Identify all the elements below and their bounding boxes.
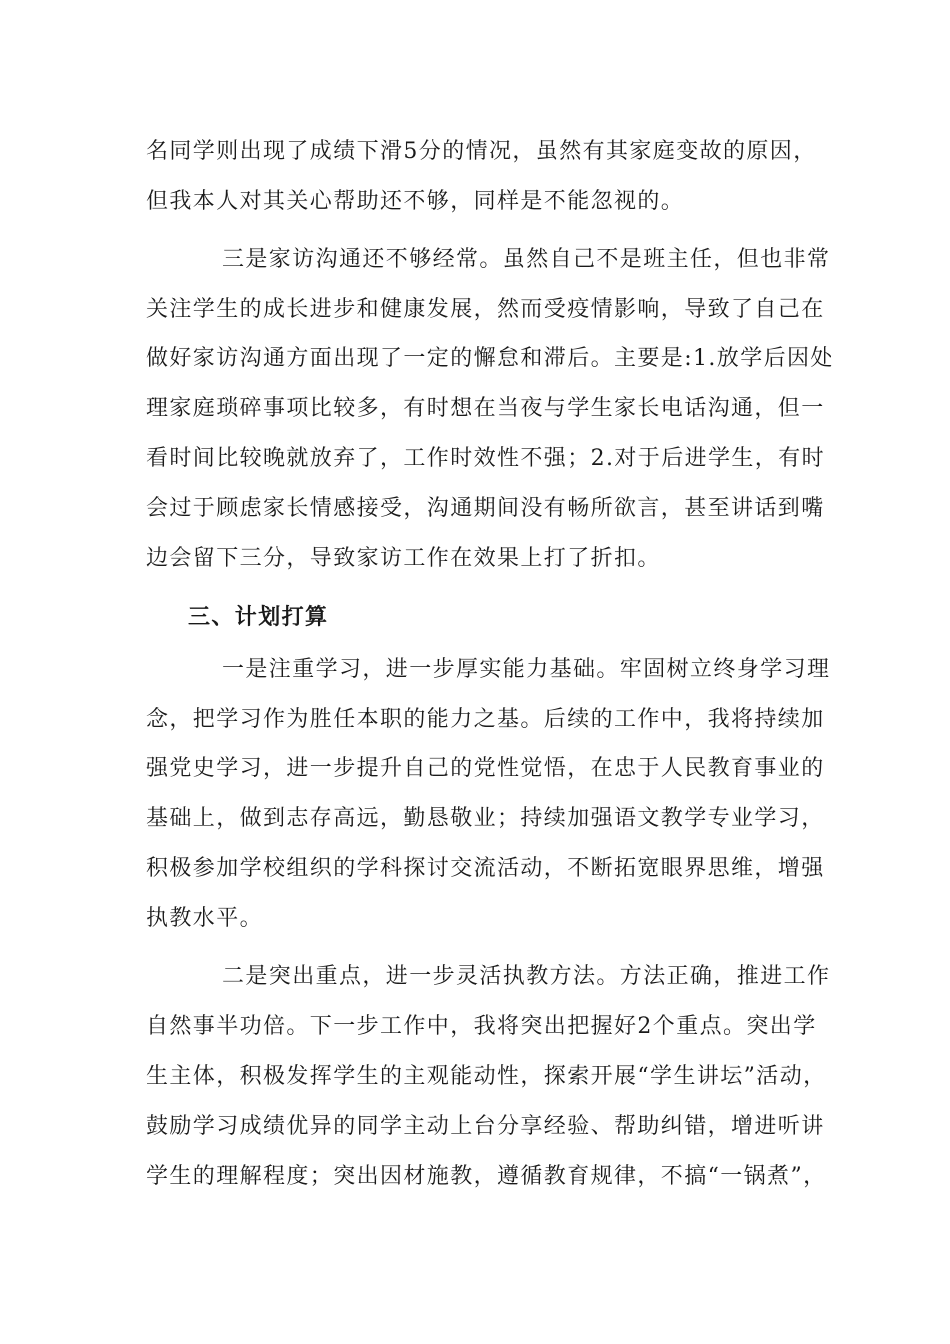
text-line: 一是注重学习，进一步厚实能力基础。牢固树立终身学习理 [222,657,831,682]
text-line: 理家庭琐碎事项比较多，有时想在当夜与学生家长电话沟通，但一 [146,396,825,421]
text-line: 三是家访沟通还不够经常。虽然自己不是班主任，但也非常 [222,247,831,272]
text-line: 会过于顾虑家长情感接受，沟通期间没有畅所欲言，甚至讲话到嘴 [146,496,825,521]
text-line: 自然事半功倍。下一步工作中，我将突出把握好2个重点。突出学 [146,1014,817,1039]
text-line: 做好家访沟通方面出现了一定的懈怠和滞后。主要是:1.放学后因处 [146,346,834,371]
text-line: 关注学生的成长进步和健康发展，然而受疫情影响，导致了自己在 [146,297,825,322]
text-line: 执教水平。 [146,906,264,931]
text-line: 积极参加学校组织的学科探讨交流活动，不断拓宽眼界思维，增强 [146,856,825,881]
text-line: 名同学则出现了成绩下滑5分的情况，虽然有其家庭变故的原因， [146,139,817,164]
text-line: 看时间比较晚就放弃了，工作时效性不强；2.对于后进学生，有时 [146,446,825,471]
text-line: 但我本人对其关心帮助还不够，同样是不能忽视的。 [146,189,685,214]
text-line: 基础上，做到志存高远，勤恳敬业；持续加强语文教学专业学习， [146,806,825,831]
text-line: 念，把学习作为胜任本职的能力之基。后续的工作中，我将持续加 [146,707,825,732]
text-line: 边会留下三分，导致家访工作在效果上打了折扣。 [146,546,661,571]
text-line: 鼓励学习成绩优异的同学主动上台分享经验、帮助纠错，增进听讲 [146,1114,825,1139]
text-line: 学生的理解程度；突出因材施教，遵循教育规律，不搞“一锅煮”， [146,1164,827,1189]
text-line: 二是突出重点，进一步灵活执教方法。方法正确，推进工作 [222,964,831,989]
section-heading: 三、计划打算 [188,605,329,630]
text-line: 强党史学习，进一步提升自己的党性觉悟，在忠于人民教育事业的 [146,756,825,781]
text-line: 生主体，积极发挥学生的主观能动性，探索开展“学生讲坛”活动， [146,1064,827,1089]
